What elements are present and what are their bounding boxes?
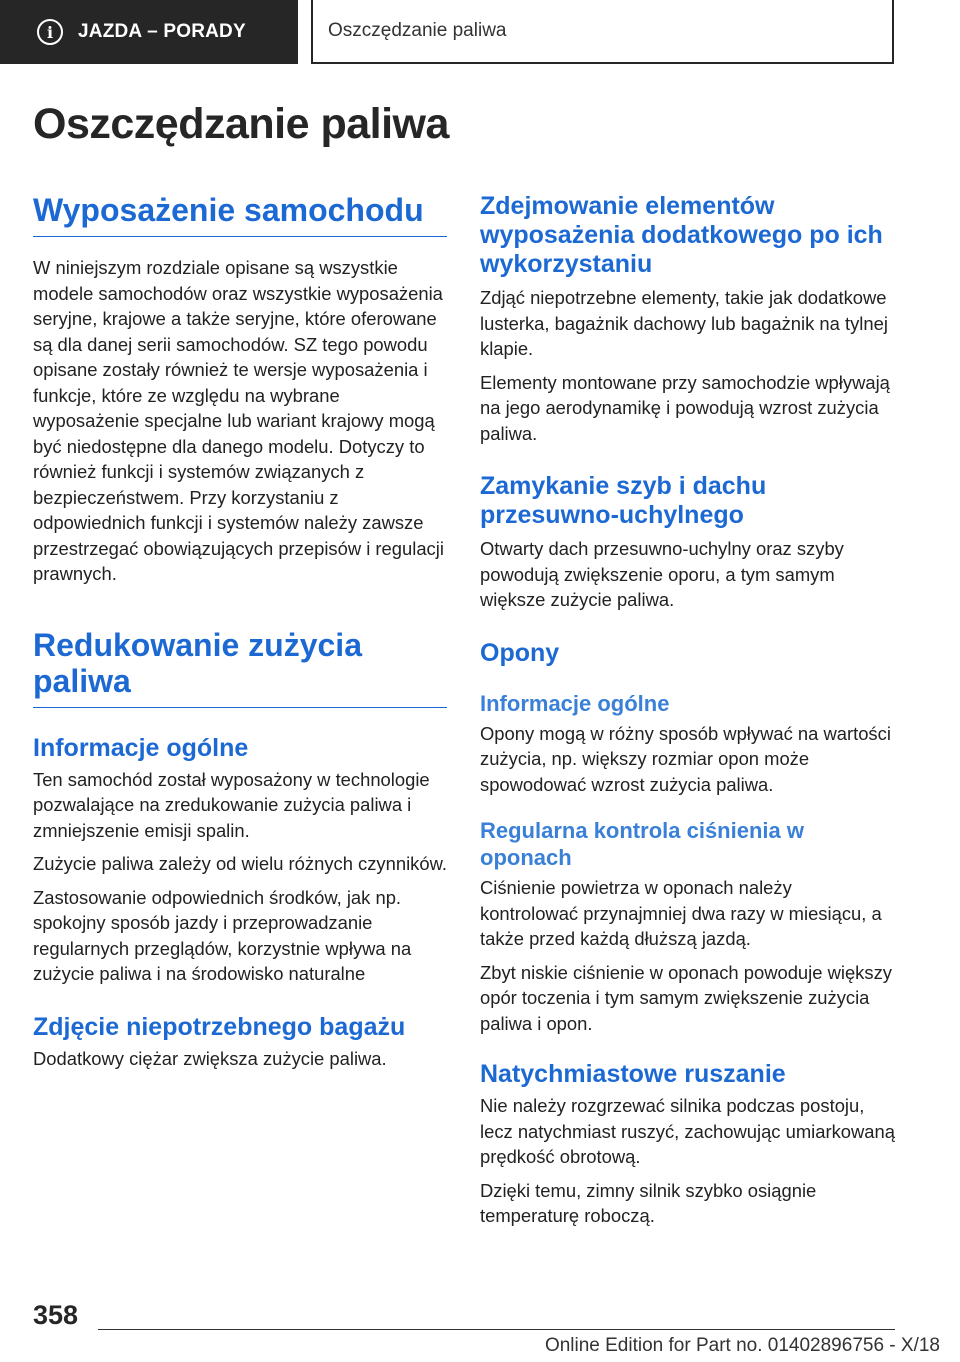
windows-text: Otwarty dach przesuwno-uchylny oraz szyby powodują zwiększenie oporu, a tym samym większe zużycie paliwa. — [480, 538, 844, 610]
general-text-1: Ten samochód został wyposażony w technologie pozwalające na zredukowanie zużycia paliwa i zmniejszenie emisji spalin. — [33, 768, 430, 841]
heading-equipment: Wyposażenie samochodu — [33, 192, 447, 237]
start-text-2: Dzięki temu, zimny silnik szybko osiągnie temperaturę roboczą. — [480, 1179, 817, 1226]
heading-general-info: Informacje ogólne — [33, 733, 249, 762]
chapter-label: Oszczędzanie paliwa — [328, 20, 507, 41]
pressure-text-1: Ciśnienie powietrza w oponach należy kontrolować przynajmniej dwa razy w miesiącu, a także przed każdą dłuższą jazdą. — [480, 877, 882, 949]
header-chapter-tab[interactable] — [311, 0, 894, 64]
heading-tires: Opony — [480, 638, 560, 667]
left-column — [33, 192, 447, 1071]
page-title: Oszczędzanie paliwa — [33, 100, 449, 148]
footer-edition-note: Online Edition for Part no. 01402896756 - X/18 — [544, 1335, 940, 1356]
equipment-text: W niniejszym rozdziale opisane są wszystkie modele samochodów oraz wszystkie wyposażenia seryjne, krajowe a także seryjne, które oferowane są dla danej serii samochodów. SZ tego powodu opisane zostały również te wersje wyposażenia i funkcje, które ze względu na wybrane wyposażenie specjalne lub wariant krajowy mogą być niedostępne dla danego modelu. Dotyczy to również funkcji i systemów związanych z bezpieczeństwem. Przy korzystaniu z odpowiednich funkcji i systemów należy zawsze przestrzegać obowiązujących przepisów i regulacji prawnych. — [33, 257, 444, 584]
heading-tires-general: Informacje ogólne — [480, 690, 670, 716]
general-text-3: Zastosowanie odpowiednich środków, jak np. spokojny sposób jazdy i przeprowadzanie regularnych przeglądów, korzystnie wpływa na zużycie paliwa i na środowisko naturalne — [33, 886, 412, 984]
info-icon: i — [37, 19, 63, 45]
luggage-text: Dodatkowy ciężar zwiększa zużycie paliwa. — [33, 1047, 387, 1069]
remove-text-1: Zdjąć niepotrzebne elementy, takie jak dodatkowe lusterka, bagażnik dachowy lub bagażnik na tylnej klapie. — [480, 287, 888, 359]
pressure-text-2: Zbyt niskie ciśnienie w oponach powoduje większy opór toczenia i tym samym zwiększenie zużycia paliwa i opon. — [480, 961, 892, 1034]
heading-luggage: Zdjęcie niepotrzebnego bagażu — [33, 1012, 406, 1041]
section-label: JAZDA – PORADY — [78, 21, 246, 42]
right-column — [480, 192, 895, 1229]
heading-tire-pressure: Regularna kontrola ciśnienia w oponach — [480, 818, 804, 870]
heading-reduce-consumption: Redukowanie zużycia paliwa — [33, 627, 447, 708]
tires-general-text: Opony mogą w różny sposób wpływać na wartości zużycia, np. większy rozmiar opon może spowodować wzrost zużycia paliwa. — [480, 722, 891, 795]
page-number: 358 — [33, 1300, 79, 1330]
remove-text-2: Elementy montowane przy samochodzie wpływają na jego aerodynamikę i powodują wzrost zużycia paliwa. — [480, 371, 890, 444]
general-text-2: Zużycie paliwa zależy od wielu różnych czynników. — [33, 853, 447, 874]
heading-immediate-start: Natychmiastowe ruszanie — [480, 1060, 786, 1088]
heading-remove-accessories: Zdejmowanie elementów wyposażenia dodatkowego po ich wykorzystaniu — [480, 192, 883, 278]
header-section-tab[interactable] — [0, 0, 298, 64]
footer-divider — [98, 1329, 895, 1330]
start-text-1: Nie należy rozgrzewać silnika podczas postoju, lecz natychmiast ruszyć, zachowując umiarkowaną prędkość obrotową. — [480, 1095, 895, 1167]
heading-windows-roof: Zamykanie szyb i dachu przesuwno‑uchylnego — [480, 472, 767, 529]
